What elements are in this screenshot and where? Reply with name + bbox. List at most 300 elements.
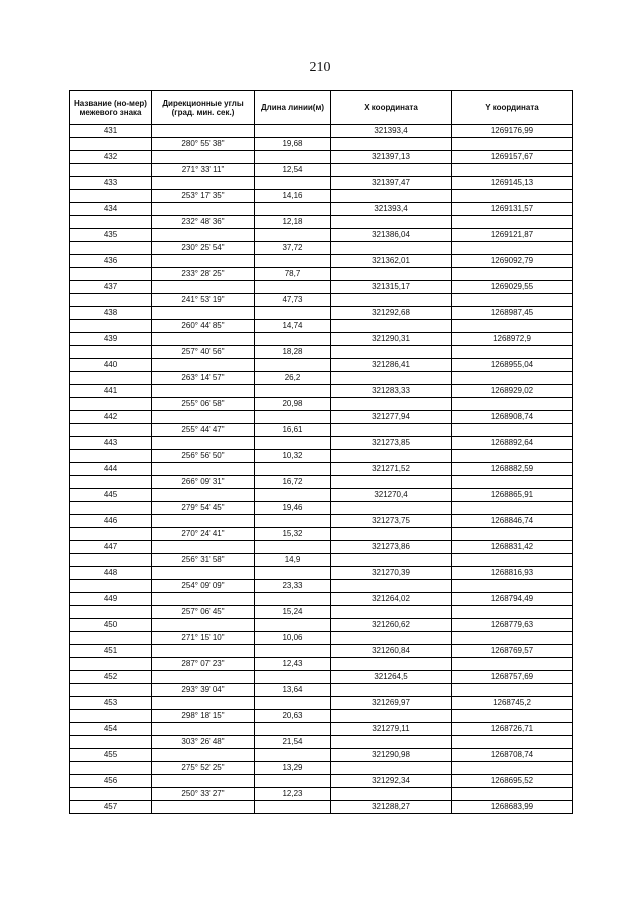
marker-name-cell bbox=[70, 580, 152, 593]
direction-angle-cell bbox=[152, 333, 255, 346]
y-coordinate-cell: 1268972,9 bbox=[452, 333, 573, 346]
direction-angle-cell: 303° 26' 48" bbox=[152, 736, 255, 749]
direction-angle-cell bbox=[152, 775, 255, 788]
table-row bbox=[70, 788, 573, 801]
table-row bbox=[70, 437, 573, 450]
x-coordinate-cell bbox=[331, 762, 452, 775]
direction-angle-cell bbox=[152, 697, 255, 710]
page-number: 210 bbox=[309, 60, 331, 75]
direction-angle-cell bbox=[152, 801, 255, 814]
y-coordinate-cell bbox=[452, 788, 573, 801]
direction-angle-cell bbox=[152, 203, 255, 216]
line-length-cell bbox=[255, 749, 331, 762]
x-coordinate-cell bbox=[331, 658, 452, 671]
direction-angle-cell: 255° 06' 58" bbox=[152, 398, 255, 411]
marker-name-cell: 443 bbox=[70, 437, 152, 450]
x-coordinate-cell: 321269,97 bbox=[331, 697, 452, 710]
x-coordinate-cell bbox=[331, 450, 452, 463]
line-length-cell: 15,32 bbox=[255, 528, 331, 541]
table-row bbox=[70, 333, 573, 346]
direction-angle-cell bbox=[152, 229, 255, 242]
marker-name-cell bbox=[70, 632, 152, 645]
y-coordinate-cell: 1269176,99 bbox=[452, 125, 573, 138]
marker-name-cell: 455 bbox=[70, 749, 152, 762]
y-coordinate-cell: 1268865,91 bbox=[452, 489, 573, 502]
header-x-coordinate: X координата bbox=[331, 91, 452, 125]
marker-name-cell bbox=[70, 502, 152, 515]
table-row bbox=[70, 398, 573, 411]
marker-name-cell: 449 bbox=[70, 593, 152, 606]
marker-name-cell: 440 bbox=[70, 359, 152, 372]
y-coordinate-cell bbox=[452, 242, 573, 255]
table-row bbox=[70, 697, 573, 710]
table-row bbox=[70, 424, 573, 437]
table-row bbox=[70, 749, 573, 762]
table-row bbox=[70, 281, 573, 294]
line-length-cell: 10,06 bbox=[255, 632, 331, 645]
line-length-cell bbox=[255, 723, 331, 736]
y-coordinate-cell: 1268908,74 bbox=[452, 411, 573, 424]
x-coordinate-cell bbox=[331, 554, 452, 567]
marker-name-cell bbox=[70, 216, 152, 229]
table-row bbox=[70, 229, 573, 242]
line-length-cell bbox=[255, 255, 331, 268]
direction-angle-cell: 280° 55' 38" bbox=[152, 138, 255, 151]
y-coordinate-cell: 1268892,64 bbox=[452, 437, 573, 450]
y-coordinate-cell: 1268831,42 bbox=[452, 541, 573, 554]
line-length-cell bbox=[255, 125, 331, 138]
x-coordinate-cell: 321315,17 bbox=[331, 281, 452, 294]
x-coordinate-cell: 321264,5 bbox=[331, 671, 452, 684]
y-coordinate-cell: 1268955,04 bbox=[452, 359, 573, 372]
marker-name-cell: 456 bbox=[70, 775, 152, 788]
x-coordinate-cell: 321283,33 bbox=[331, 385, 452, 398]
direction-angle-cell bbox=[152, 515, 255, 528]
direction-angle-cell: 298° 18' 15" bbox=[152, 710, 255, 723]
y-coordinate-cell bbox=[452, 346, 573, 359]
y-coordinate-cell bbox=[452, 606, 573, 619]
table-row bbox=[70, 658, 573, 671]
y-coordinate-cell bbox=[452, 164, 573, 177]
y-coordinate-cell bbox=[452, 762, 573, 775]
y-coordinate-cell: 1268794,49 bbox=[452, 593, 573, 606]
y-coordinate-cell bbox=[452, 502, 573, 515]
x-coordinate-cell: 321386,04 bbox=[331, 229, 452, 242]
x-coordinate-cell: 321279,11 bbox=[331, 723, 452, 736]
table-row bbox=[70, 138, 573, 151]
y-coordinate-cell: 1268769,57 bbox=[452, 645, 573, 658]
line-length-cell bbox=[255, 671, 331, 684]
marker-name-cell: 442 bbox=[70, 411, 152, 424]
y-coordinate-cell: 1268929,02 bbox=[452, 385, 573, 398]
line-length-cell bbox=[255, 645, 331, 658]
table-row bbox=[70, 567, 573, 580]
line-length-cell: 14,74 bbox=[255, 320, 331, 333]
direction-angle-cell bbox=[152, 463, 255, 476]
y-coordinate-cell bbox=[452, 398, 573, 411]
x-coordinate-cell bbox=[331, 294, 452, 307]
line-length-cell: 20,63 bbox=[255, 710, 331, 723]
line-length-cell bbox=[255, 411, 331, 424]
direction-angle-cell bbox=[152, 541, 255, 554]
direction-angle-cell bbox=[152, 567, 255, 580]
table-row bbox=[70, 619, 573, 632]
line-length-cell: 18,28 bbox=[255, 346, 331, 359]
x-coordinate-cell: 321290,98 bbox=[331, 749, 452, 762]
direction-angle-cell: 275° 52' 25" bbox=[152, 762, 255, 775]
marker-name-cell bbox=[70, 190, 152, 203]
direction-angle-cell: 230° 25' 54" bbox=[152, 242, 255, 255]
x-coordinate-cell: 321292,68 bbox=[331, 307, 452, 320]
y-coordinate-cell: 1268726,71 bbox=[452, 723, 573, 736]
table-row bbox=[70, 203, 573, 216]
direction-angle-cell bbox=[152, 593, 255, 606]
table-row bbox=[70, 528, 573, 541]
direction-angle-cell: 254° 09' 09" bbox=[152, 580, 255, 593]
line-length-cell: 12,43 bbox=[255, 658, 331, 671]
direction-angle-cell: 293° 39' 04" bbox=[152, 684, 255, 697]
direction-angle-cell bbox=[152, 385, 255, 398]
line-length-cell: 13,29 bbox=[255, 762, 331, 775]
table-row bbox=[70, 359, 573, 372]
line-length-cell: 78,7 bbox=[255, 268, 331, 281]
line-length-cell: 23,33 bbox=[255, 580, 331, 593]
line-length-cell bbox=[255, 307, 331, 320]
line-length-cell: 16,72 bbox=[255, 476, 331, 489]
y-coordinate-cell: 1268816,93 bbox=[452, 567, 573, 580]
y-coordinate-cell bbox=[452, 320, 573, 333]
marker-name-cell bbox=[70, 424, 152, 437]
x-coordinate-cell: 321292,34 bbox=[331, 775, 452, 788]
marker-name-cell: 441 bbox=[70, 385, 152, 398]
table-row bbox=[70, 632, 573, 645]
marker-name-cell bbox=[70, 476, 152, 489]
table-row bbox=[70, 320, 573, 333]
x-coordinate-cell: 321273,85 bbox=[331, 437, 452, 450]
marker-name-cell: 431 bbox=[70, 125, 152, 138]
x-coordinate-cell: 321362,01 bbox=[331, 255, 452, 268]
y-coordinate-cell: 1269145,13 bbox=[452, 177, 573, 190]
table-row bbox=[70, 541, 573, 554]
x-coordinate-cell bbox=[331, 398, 452, 411]
line-length-cell bbox=[255, 697, 331, 710]
line-length-cell: 12,18 bbox=[255, 216, 331, 229]
y-coordinate-cell bbox=[452, 580, 573, 593]
table-row bbox=[70, 671, 573, 684]
x-coordinate-cell: 321273,86 bbox=[331, 541, 452, 554]
direction-angle-cell bbox=[152, 255, 255, 268]
direction-angle-cell bbox=[152, 749, 255, 762]
direction-angle-cell: 257° 40' 56" bbox=[152, 346, 255, 359]
marker-name-cell: 448 bbox=[70, 567, 152, 580]
direction-angle-cell: 250° 33' 27" bbox=[152, 788, 255, 801]
x-coordinate-cell bbox=[331, 268, 452, 281]
y-coordinate-cell bbox=[452, 528, 573, 541]
y-coordinate-cell bbox=[452, 554, 573, 567]
y-coordinate-cell bbox=[452, 424, 573, 437]
direction-angle-cell: 279° 54' 45" bbox=[152, 502, 255, 515]
marker-name-cell: 435 bbox=[70, 229, 152, 242]
marker-name-cell: 453 bbox=[70, 697, 152, 710]
x-coordinate-cell bbox=[331, 736, 452, 749]
table-row bbox=[70, 580, 573, 593]
coordinates-table bbox=[69, 90, 573, 814]
y-coordinate-cell: 1268683,99 bbox=[452, 801, 573, 814]
y-coordinate-cell: 1268882,59 bbox=[452, 463, 573, 476]
x-coordinate-cell: 321273,75 bbox=[331, 515, 452, 528]
direction-angle-cell: 241° 53' 19" bbox=[152, 294, 255, 307]
marker-name-cell: 454 bbox=[70, 723, 152, 736]
table-row bbox=[70, 346, 573, 359]
x-coordinate-cell bbox=[331, 684, 452, 697]
marker-name-cell: 451 bbox=[70, 645, 152, 658]
direction-angle-cell: 266° 09' 31" bbox=[152, 476, 255, 489]
header-line-length: Длина линии(м) bbox=[255, 91, 331, 125]
y-coordinate-cell: 1268708,74 bbox=[452, 749, 573, 762]
marker-name-cell bbox=[70, 762, 152, 775]
table-row bbox=[70, 385, 573, 398]
table-header-row bbox=[70, 91, 573, 125]
line-length-cell bbox=[255, 541, 331, 554]
table-row bbox=[70, 411, 573, 424]
x-coordinate-cell: 321393,4 bbox=[331, 203, 452, 216]
line-length-cell: 14,9 bbox=[255, 554, 331, 567]
line-length-cell: 15,24 bbox=[255, 606, 331, 619]
marker-name-cell bbox=[70, 528, 152, 541]
direction-angle-cell bbox=[152, 723, 255, 736]
line-length-cell bbox=[255, 229, 331, 242]
x-coordinate-cell bbox=[331, 632, 452, 645]
line-length-cell: 16,61 bbox=[255, 424, 331, 437]
marker-name-cell bbox=[70, 268, 152, 281]
marker-name-cell: 434 bbox=[70, 203, 152, 216]
line-length-cell bbox=[255, 489, 331, 502]
direction-angle-cell: 260° 44' 85" bbox=[152, 320, 255, 333]
table-row bbox=[70, 775, 573, 788]
marker-name-cell bbox=[70, 788, 152, 801]
x-coordinate-cell: 321260,84 bbox=[331, 645, 452, 658]
y-coordinate-cell: 1269157,67 bbox=[452, 151, 573, 164]
header-marker-name: Название (но-мер) межевого знака bbox=[70, 91, 152, 125]
line-length-cell: 12,23 bbox=[255, 788, 331, 801]
line-length-cell: 14,16 bbox=[255, 190, 331, 203]
table-row bbox=[70, 710, 573, 723]
direction-angle-cell bbox=[152, 489, 255, 502]
table-row bbox=[70, 489, 573, 502]
y-coordinate-cell bbox=[452, 476, 573, 489]
y-coordinate-cell bbox=[452, 294, 573, 307]
table-row bbox=[70, 164, 573, 177]
table-row bbox=[70, 476, 573, 489]
direction-angle-cell bbox=[152, 671, 255, 684]
x-coordinate-cell: 321264,02 bbox=[331, 593, 452, 606]
y-coordinate-cell: 1268695,52 bbox=[452, 775, 573, 788]
table-row bbox=[70, 242, 573, 255]
y-coordinate-cell bbox=[452, 372, 573, 385]
header-direction-angles: Дирекционные углы (град. мин. сек.) bbox=[152, 91, 255, 125]
direction-angle-cell bbox=[152, 359, 255, 372]
x-coordinate-cell bbox=[331, 502, 452, 515]
direction-angle-cell bbox=[152, 645, 255, 658]
x-coordinate-cell bbox=[331, 164, 452, 177]
y-coordinate-cell: 1268846,74 bbox=[452, 515, 573, 528]
marker-name-cell bbox=[70, 684, 152, 697]
x-coordinate-cell: 321277,94 bbox=[331, 411, 452, 424]
y-coordinate-cell bbox=[452, 736, 573, 749]
line-length-cell: 13,64 bbox=[255, 684, 331, 697]
table-row bbox=[70, 801, 573, 814]
line-length-cell: 19,46 bbox=[255, 502, 331, 515]
marker-name-cell bbox=[70, 736, 152, 749]
x-coordinate-cell: 321397,13 bbox=[331, 151, 452, 164]
marker-name-cell: 457 bbox=[70, 801, 152, 814]
direction-angle-cell bbox=[152, 307, 255, 320]
line-length-cell: 47,73 bbox=[255, 294, 331, 307]
direction-angle-cell: 256° 31' 58" bbox=[152, 554, 255, 567]
table-row bbox=[70, 736, 573, 749]
table-row bbox=[70, 177, 573, 190]
marker-name-cell bbox=[70, 294, 152, 307]
line-length-cell bbox=[255, 515, 331, 528]
line-length-cell: 19,68 bbox=[255, 138, 331, 151]
direction-angle-cell: 271° 15' 10" bbox=[152, 632, 255, 645]
marker-name-cell: 432 bbox=[70, 151, 152, 164]
table-row bbox=[70, 372, 573, 385]
direction-angle-cell bbox=[152, 177, 255, 190]
marker-name-cell bbox=[70, 164, 152, 177]
table-row bbox=[70, 762, 573, 775]
line-length-cell bbox=[255, 203, 331, 216]
y-coordinate-cell bbox=[452, 268, 573, 281]
direction-angle-cell bbox=[152, 437, 255, 450]
table-row bbox=[70, 190, 573, 203]
x-coordinate-cell bbox=[331, 788, 452, 801]
marker-name-cell: 450 bbox=[70, 619, 152, 632]
x-coordinate-cell: 321397,47 bbox=[331, 177, 452, 190]
line-length-cell bbox=[255, 801, 331, 814]
x-coordinate-cell: 321270,4 bbox=[331, 489, 452, 502]
line-length-cell bbox=[255, 437, 331, 450]
x-coordinate-cell: 321270,39 bbox=[331, 567, 452, 580]
marker-name-cell: 452 bbox=[70, 671, 152, 684]
table-row bbox=[70, 255, 573, 268]
x-coordinate-cell bbox=[331, 372, 452, 385]
table-row bbox=[70, 684, 573, 697]
table-row bbox=[70, 723, 573, 736]
y-coordinate-cell: 1269092,79 bbox=[452, 255, 573, 268]
marker-name-cell: 445 bbox=[70, 489, 152, 502]
line-length-cell bbox=[255, 567, 331, 580]
table-body bbox=[70, 125, 573, 814]
table-row bbox=[70, 515, 573, 528]
line-length-cell bbox=[255, 281, 331, 294]
x-coordinate-cell: 321393,4 bbox=[331, 125, 452, 138]
marker-name-cell: 433 bbox=[70, 177, 152, 190]
marker-name-cell bbox=[70, 346, 152, 359]
direction-angle-cell bbox=[152, 411, 255, 424]
line-length-cell: 37,72 bbox=[255, 242, 331, 255]
x-coordinate-cell bbox=[331, 476, 452, 489]
direction-angle-cell: 256° 56' 50" bbox=[152, 450, 255, 463]
line-length-cell bbox=[255, 151, 331, 164]
x-coordinate-cell bbox=[331, 320, 452, 333]
y-coordinate-cell bbox=[452, 684, 573, 697]
table-row bbox=[70, 502, 573, 515]
table-row bbox=[70, 593, 573, 606]
direction-angle-cell: 287° 07' 23" bbox=[152, 658, 255, 671]
y-coordinate-cell: 1269121,87 bbox=[452, 229, 573, 242]
line-length-cell bbox=[255, 593, 331, 606]
x-coordinate-cell bbox=[331, 528, 452, 541]
table-row bbox=[70, 463, 573, 476]
y-coordinate-cell bbox=[452, 450, 573, 463]
direction-angle-cell: 255° 44' 47" bbox=[152, 424, 255, 437]
x-coordinate-cell bbox=[331, 346, 452, 359]
x-coordinate-cell bbox=[331, 424, 452, 437]
marker-name-cell: 444 bbox=[70, 463, 152, 476]
marker-name-cell bbox=[70, 138, 152, 151]
line-length-cell bbox=[255, 463, 331, 476]
x-coordinate-cell: 321290,31 bbox=[331, 333, 452, 346]
line-length-cell bbox=[255, 177, 331, 190]
direction-angle-cell: 232° 48' 36" bbox=[152, 216, 255, 229]
direction-angle-cell: 271° 33' 11" bbox=[152, 164, 255, 177]
x-coordinate-cell: 321288,27 bbox=[331, 801, 452, 814]
y-coordinate-cell bbox=[452, 632, 573, 645]
line-length-cell: 26,2 bbox=[255, 372, 331, 385]
y-coordinate-cell: 1269131,57 bbox=[452, 203, 573, 216]
line-length-cell: 12,54 bbox=[255, 164, 331, 177]
x-coordinate-cell bbox=[331, 190, 452, 203]
line-length-cell bbox=[255, 359, 331, 372]
x-coordinate-cell bbox=[331, 138, 452, 151]
marker-name-cell bbox=[70, 242, 152, 255]
y-coordinate-cell bbox=[452, 658, 573, 671]
line-length-cell bbox=[255, 385, 331, 398]
y-coordinate-cell: 1268745,2 bbox=[452, 697, 573, 710]
line-length-cell bbox=[255, 619, 331, 632]
marker-name-cell: 436 bbox=[70, 255, 152, 268]
direction-angle-cell bbox=[152, 151, 255, 164]
x-coordinate-cell: 321260,62 bbox=[331, 619, 452, 632]
table-row bbox=[70, 294, 573, 307]
y-coordinate-cell: 1268757,69 bbox=[452, 671, 573, 684]
marker-name-cell bbox=[70, 710, 152, 723]
direction-angle-cell: 257° 06' 45" bbox=[152, 606, 255, 619]
marker-name-cell bbox=[70, 606, 152, 619]
marker-name-cell: 438 bbox=[70, 307, 152, 320]
table-row bbox=[70, 307, 573, 320]
direction-angle-cell: 253° 17' 35" bbox=[152, 190, 255, 203]
marker-name-cell: 439 bbox=[70, 333, 152, 346]
y-coordinate-cell: 1268779,63 bbox=[452, 619, 573, 632]
direction-angle-cell: 233° 28' 25" bbox=[152, 268, 255, 281]
line-length-cell: 10,32 bbox=[255, 450, 331, 463]
y-coordinate-cell: 1269029,55 bbox=[452, 281, 573, 294]
x-coordinate-cell bbox=[331, 580, 452, 593]
table-row bbox=[70, 216, 573, 229]
marker-name-cell bbox=[70, 450, 152, 463]
direction-angle-cell: 270° 24' 41" bbox=[152, 528, 255, 541]
table-row bbox=[70, 645, 573, 658]
x-coordinate-cell bbox=[331, 242, 452, 255]
table-row bbox=[70, 125, 573, 138]
marker-name-cell bbox=[70, 658, 152, 671]
direction-angle-cell bbox=[152, 281, 255, 294]
line-length-cell: 21,54 bbox=[255, 736, 331, 749]
line-length-cell bbox=[255, 775, 331, 788]
table-row bbox=[70, 268, 573, 281]
